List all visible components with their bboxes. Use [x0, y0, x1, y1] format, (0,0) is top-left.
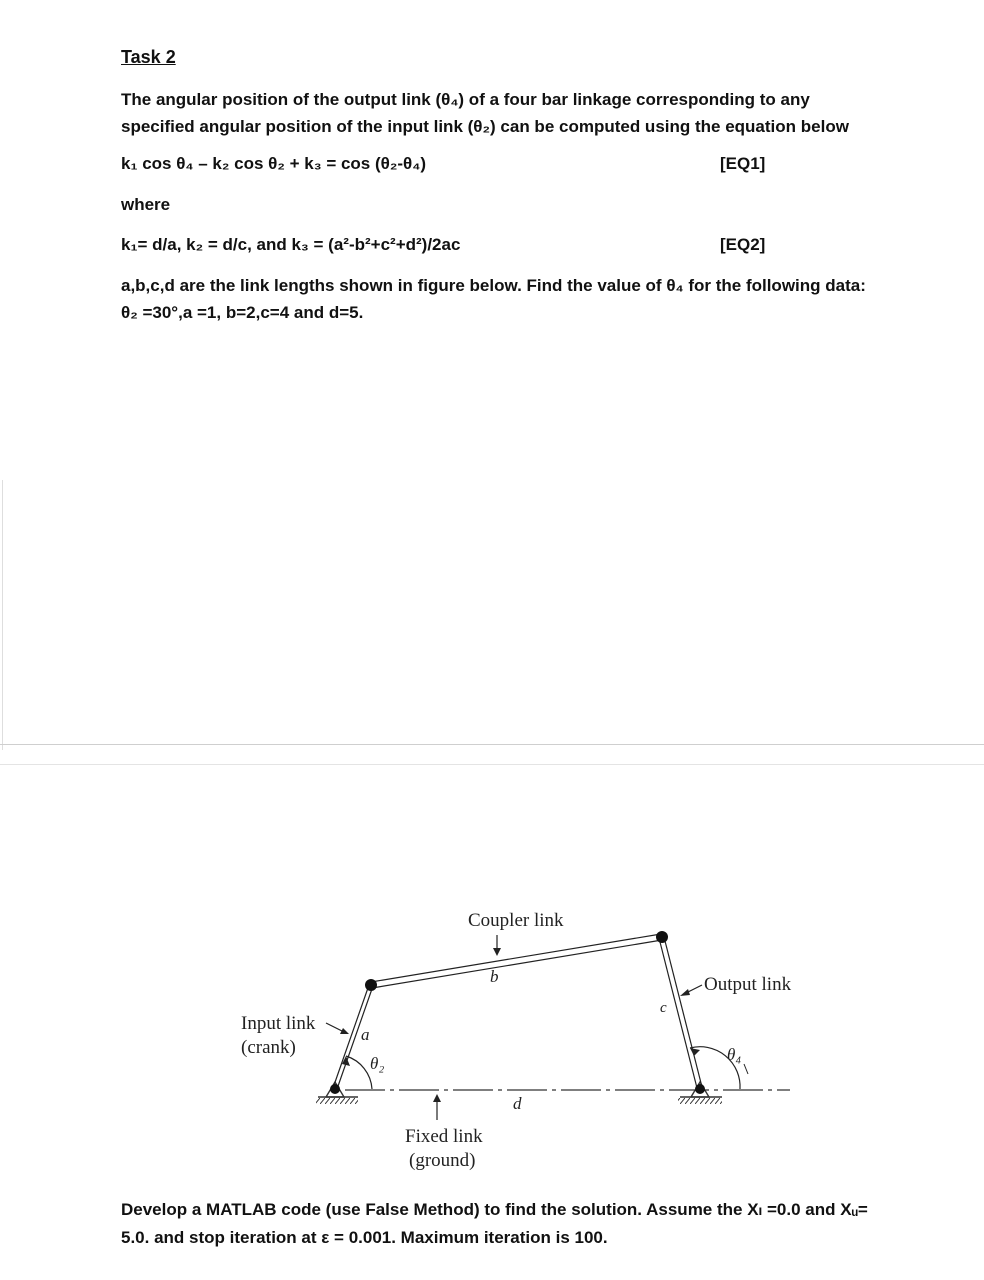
pivot-left	[330, 1084, 340, 1094]
data-line-1: a,b,c,d are the link lengths shown in figure below. Find the value of θ₄ for the following data:	[121, 276, 866, 295]
output-link-label: Output link	[704, 974, 792, 995]
task-heading: Task 2	[121, 47, 176, 67]
footer-line-2: 5.0. and stop iteration at ε = 0.001. Maximum iteration is 100.	[121, 1228, 608, 1247]
pivot-right	[695, 1084, 705, 1094]
footer-line-1: Develop a MATLAB code (use False Method) to find the solution. Assume the Xₗ =0.0 and Xᵤ=	[121, 1200, 868, 1219]
theta4-label: θ₄	[727, 1045, 742, 1064]
left-ground-hatch	[316, 1098, 358, 1104]
input-link-label: Input link	[241, 1013, 316, 1034]
where-label: where	[121, 195, 171, 214]
link-a-label: a	[361, 1025, 370, 1044]
coupler-link-label: Coupler link	[468, 910, 564, 931]
ground-label: (ground)	[409, 1150, 476, 1171]
joint-crank-coupler	[365, 979, 377, 991]
link-b-coupler	[371, 934, 662, 988]
fixed-link-label: Fixed link	[405, 1126, 483, 1147]
footer-instructions	[121, 1196, 881, 1252]
equation-2-tag: [EQ2]	[720, 235, 766, 254]
equation-2: k₁= d/a, k₂ = d/c, and k₃ = (a²-b²+c²+d²)/2ac	[121, 235, 461, 254]
equation-1-tag: [EQ1]	[720, 154, 766, 173]
crank-label: (crank)	[241, 1037, 296, 1058]
link-c-label: c	[660, 1000, 667, 1016]
joint-coupler-output	[656, 931, 668, 943]
intro-line-1: The angular position of the output link (θ₄) of a four bar linkage corresponding to any	[121, 90, 810, 109]
equation-1: k₁ cos θ₄ – k₂ cos θ₂ + k₃ = cos (θ₂-θ₄)	[121, 154, 427, 173]
theta2-label: θ₂	[370, 1054, 385, 1073]
theta2-arc	[346, 1056, 372, 1089]
link-b-label: b	[490, 967, 499, 986]
link-d-label: d	[513, 1094, 522, 1113]
data-line-2: θ₂ =30°,a =1, b=2,c=4 and d=5.	[121, 303, 364, 322]
right-ground-hatch	[678, 1098, 722, 1104]
intro-line-2: specified angular position of the input link (θ₂) can be computed using the equation below	[121, 117, 849, 136]
